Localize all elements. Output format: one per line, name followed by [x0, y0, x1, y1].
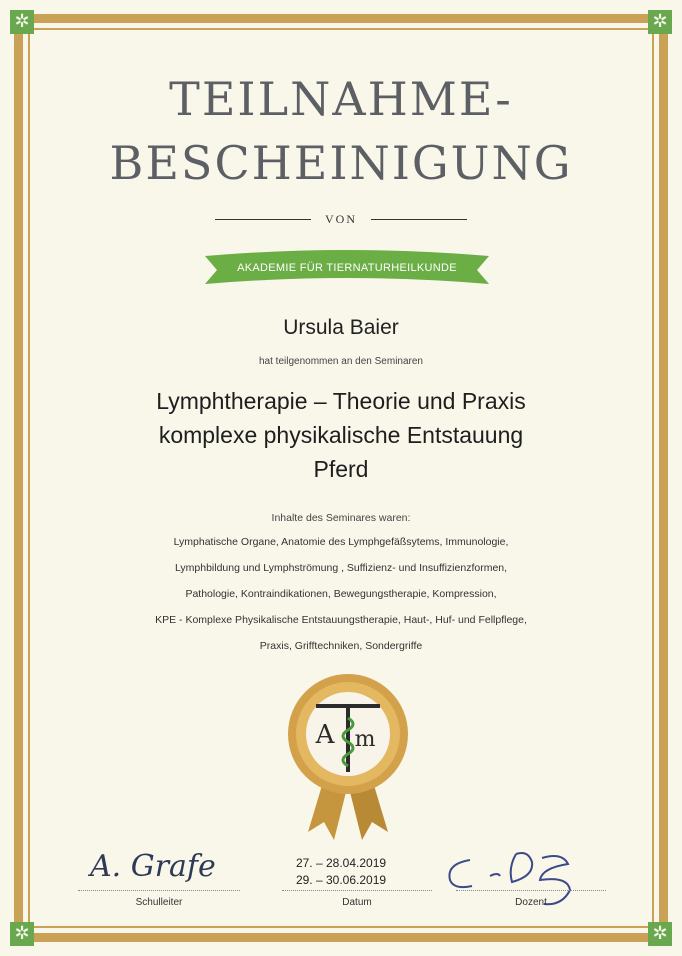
contents-line: Lymphatische Organe, Anatomie des Lymphgefäßsytems, Immunologie,: [173, 536, 509, 548]
contents-line: Lymphbildung und Lymphströmung , Suffizienz- und Insuffizienzformen,: [174, 562, 508, 574]
date-line: 29. – 30.06.2019: [295, 873, 387, 887]
seminar-title-line: Lymphtherapie – Theorie und Praxis: [156, 388, 526, 414]
seal-letter-m: m: [354, 727, 376, 752]
seminar-title-line: Pferd: [313, 456, 369, 482]
signature-line-center: [282, 890, 432, 891]
academy-name: AKADEMIE FÜR TIERNATURHEILKUNDE: [237, 262, 457, 274]
participant-name: Ursula Baier: [283, 316, 399, 339]
svg-text:A. Grafe: A. Grafe: [90, 849, 216, 884]
title-line-1: TEILNAHME-: [169, 72, 513, 126]
contents-heading: Inhalte des Seminares waren:: [271, 512, 411, 524]
corner-ornament-icon: ✲: [10, 10, 34, 34]
divider-line: [215, 219, 311, 220]
seminar-title-line: komplexe physikalische Entstauung: [158, 422, 524, 448]
divider-line: [371, 219, 467, 220]
corner-ornament-icon: ✲: [648, 922, 672, 946]
date-line: 27. – 28.04.2019: [295, 856, 387, 870]
contents-line: Pathologie, Kontraindikationen, Bewegungstherapie, Kompression,: [185, 588, 497, 600]
seal-letter-a: A: [315, 720, 335, 750]
signature-left: [88, 842, 228, 886]
corner-ornament-icon: ✲: [648, 10, 672, 34]
corner-ornament-icon: ✲: [10, 922, 34, 946]
contents-line: Praxis, Grifftechniken, Sondergriffe: [259, 640, 423, 652]
contents-line: KPE - Komplexe Physikalische Entstauungstherapie, Haut-, Huf- und Fellpflege,: [155, 614, 527, 626]
title-line-2: BESCHEINIGUNG: [109, 136, 573, 190]
von-divider: [0, 212, 682, 227]
intro-text: hat teilgenommen an den Seminaren: [259, 356, 423, 367]
atm-seal: [286, 672, 410, 852]
label-dozent: Dozent: [515, 897, 547, 908]
label-datum: Datum: [342, 897, 372, 908]
signature-line-left: [78, 890, 240, 891]
von-label: VON: [325, 212, 357, 226]
signature-line-right: [456, 890, 606, 891]
label-schulleiter: Schulleiter: [135, 897, 183, 908]
